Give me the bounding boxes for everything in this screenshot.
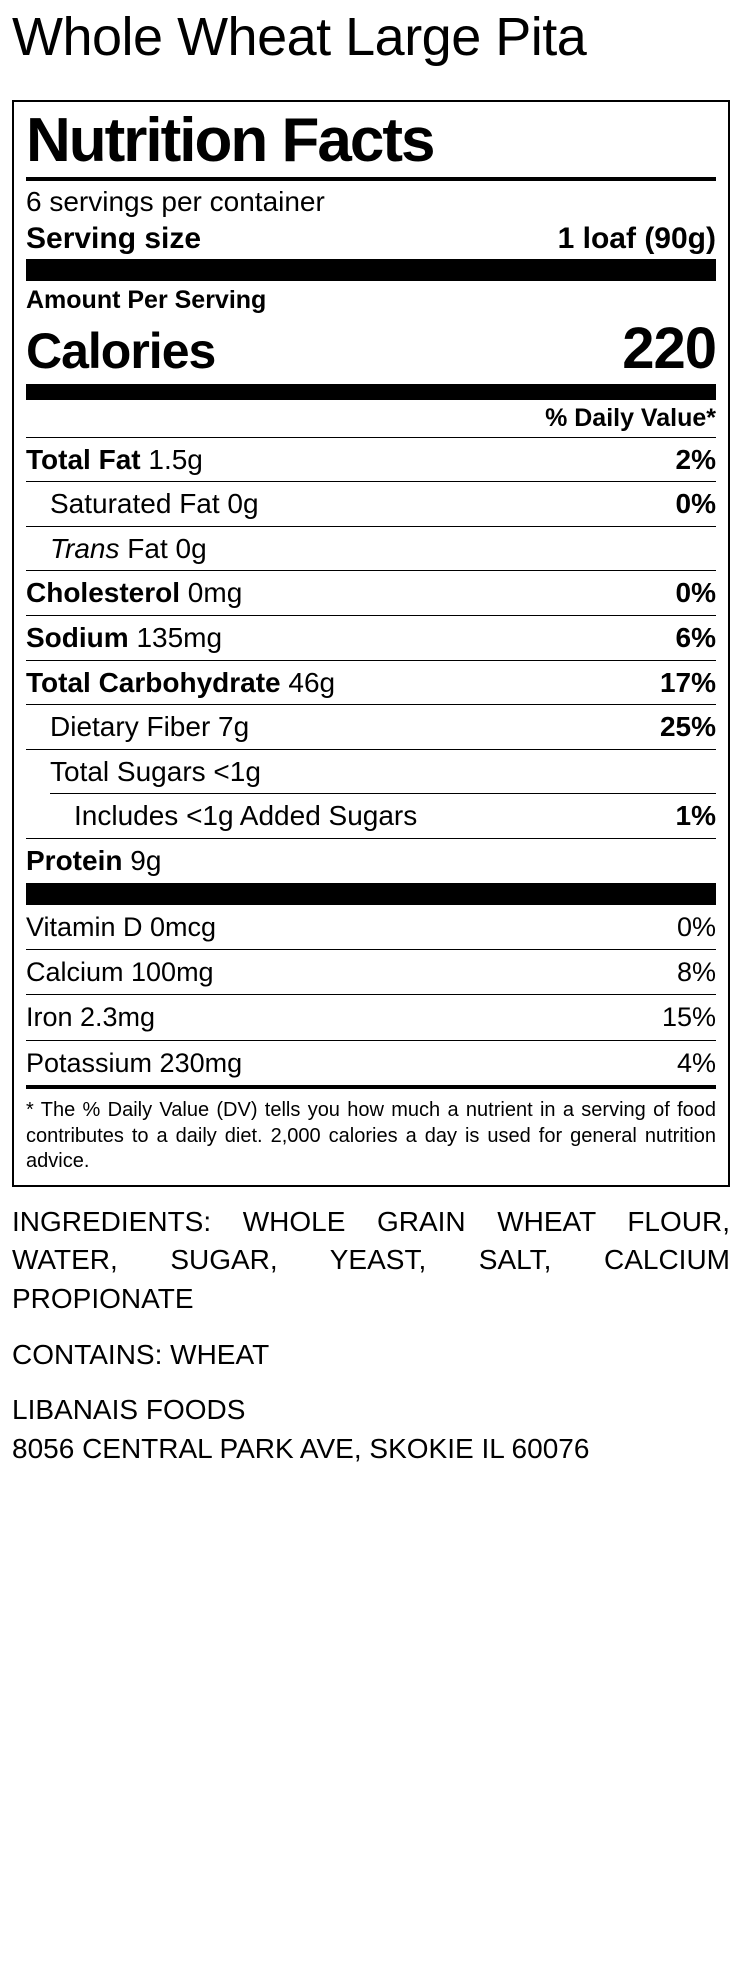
nutrition-facts-panel <box>12 100 730 1187</box>
row-sodium-label <box>26 621 222 655</box>
calories-label: Calories <box>26 322 216 379</box>
row-cholesterol-nutrient: Cholesterol <box>26 577 181 609</box>
divider-thick-bottom <box>26 883 716 905</box>
row-total-carbohydrate-label <box>26 666 335 700</box>
serving-size-value: 1 loaf (90g) <box>557 221 716 255</box>
row-dietary-fiber-label: Dietary Fiber 7g <box>50 711 250 743</box>
product-title: Whole Wheat Large Pita <box>12 7 587 67</box>
row-total-carbohydrate-pct: 17% <box>659 666 716 698</box>
company-block <box>12 1391 730 1468</box>
row-total-sugars-label: Total Sugars <1g <box>50 755 261 787</box>
row-trans-fat-amount: Fat 0g <box>119 532 207 564</box>
row-protein-nutrient: Protein <box>26 844 123 876</box>
row-dietary-fiber <box>26 705 716 749</box>
row-sodium <box>26 616 716 660</box>
calories-row <box>26 315 716 384</box>
row-sodium-pct: 6% <box>675 621 716 653</box>
row-saturated-fat <box>26 482 716 526</box>
row-total-fat-label <box>26 443 203 477</box>
vitamins-section <box>26 905 716 1086</box>
row-potassium-pct: 4% <box>676 1047 716 1078</box>
divider-under-calories <box>26 384 716 400</box>
company-name: LIBANAIS FOODS <box>12 1394 246 1426</box>
row-cholesterol-amount: 0mg <box>180 577 243 609</box>
row-iron-label: Iron 2.3mg <box>26 1002 156 1033</box>
serving-size-label: Serving size <box>26 221 202 255</box>
row-total-fat-pct: 2% <box>675 443 716 475</box>
nutrition-facts-heading: Nutrition Facts <box>26 105 434 175</box>
row-total-sugars <box>26 750 716 794</box>
amount-per-serving-label: Amount Per Serving <box>26 285 267 314</box>
row-vitamin-d-label: Vitamin D 0mcg <box>26 911 217 942</box>
company-address: 8056 CENTRAL PARK AVE, SKOKIE IL 60076 <box>12 1432 590 1464</box>
row-total-carbohydrate-amount: 46g <box>280 666 336 698</box>
row-protein-amount: 9g <box>122 844 162 876</box>
row-vitamin-d <box>26 905 716 949</box>
row-trans-fat-label <box>50 532 207 566</box>
row-total-carbohydrate <box>26 661 716 705</box>
row-dietary-fiber-pct: 25% <box>659 711 716 743</box>
row-vitamin-d-pct: 0% <box>676 911 716 942</box>
daily-value-header: % Daily Value* <box>545 403 716 432</box>
row-total-fat-amount: 1.5g <box>140 443 203 475</box>
row-potassium <box>26 1041 716 1085</box>
row-iron <box>26 995 716 1039</box>
calories-value: 220 <box>622 315 716 381</box>
row-calcium-pct: 8% <box>676 956 716 987</box>
contains-allergens-text: CONTAINS: WHEAT <box>12 1338 270 1370</box>
row-sodium-amount: 135mg <box>128 621 223 653</box>
row-total-fat <box>26 438 716 482</box>
daily-value-footnote: * The % Daily Value (DV) tells you how much a nutrient in a serving of food contributes to a daily diet. 2,000 calories a day is used for general nutrition advice. <box>26 1099 716 1173</box>
row-saturated-fat-label: Saturated Fat 0g <box>50 488 259 520</box>
row-trans-fat <box>26 527 716 571</box>
row-added-sugars-pct: 1% <box>675 800 716 832</box>
row-calcium <box>26 950 716 994</box>
row-cholesterol-label <box>26 576 242 610</box>
row-added-sugars-label: Includes <1g Added Sugars <box>74 800 418 832</box>
row-potassium-label: Potassium 230mg <box>26 1047 243 1078</box>
row-saturated-fat-pct: 0% <box>675 488 716 520</box>
row-added-sugars <box>26 794 716 838</box>
row-total-fat-nutrient: Total Fat <box>26 443 141 475</box>
row-total-carbohydrate-nutrient: Total Carbohydrate <box>26 666 281 698</box>
servings-per-container: 6 servings per container <box>26 185 325 217</box>
row-protein <box>26 839 716 883</box>
row-cholesterol-pct: 0% <box>675 577 716 609</box>
divider-thick-top <box>26 259 716 281</box>
row-calcium-label: Calcium 100mg <box>26 956 214 987</box>
serving-size-row <box>26 222 716 259</box>
row-iron-pct: 15% <box>661 1002 716 1033</box>
row-protein-label <box>26 844 161 878</box>
row-trans-fat-italic: Trans <box>50 532 120 564</box>
row-cholesterol <box>26 571 716 615</box>
row-sodium-nutrient: Sodium <box>26 621 129 653</box>
ingredients-text: INGREDIENTS: WHOLE GRAIN WHEAT FLOUR, WATER, SUGAR, YEAST, SALT, CALCIUM PROPIONATE <box>12 1205 730 1315</box>
